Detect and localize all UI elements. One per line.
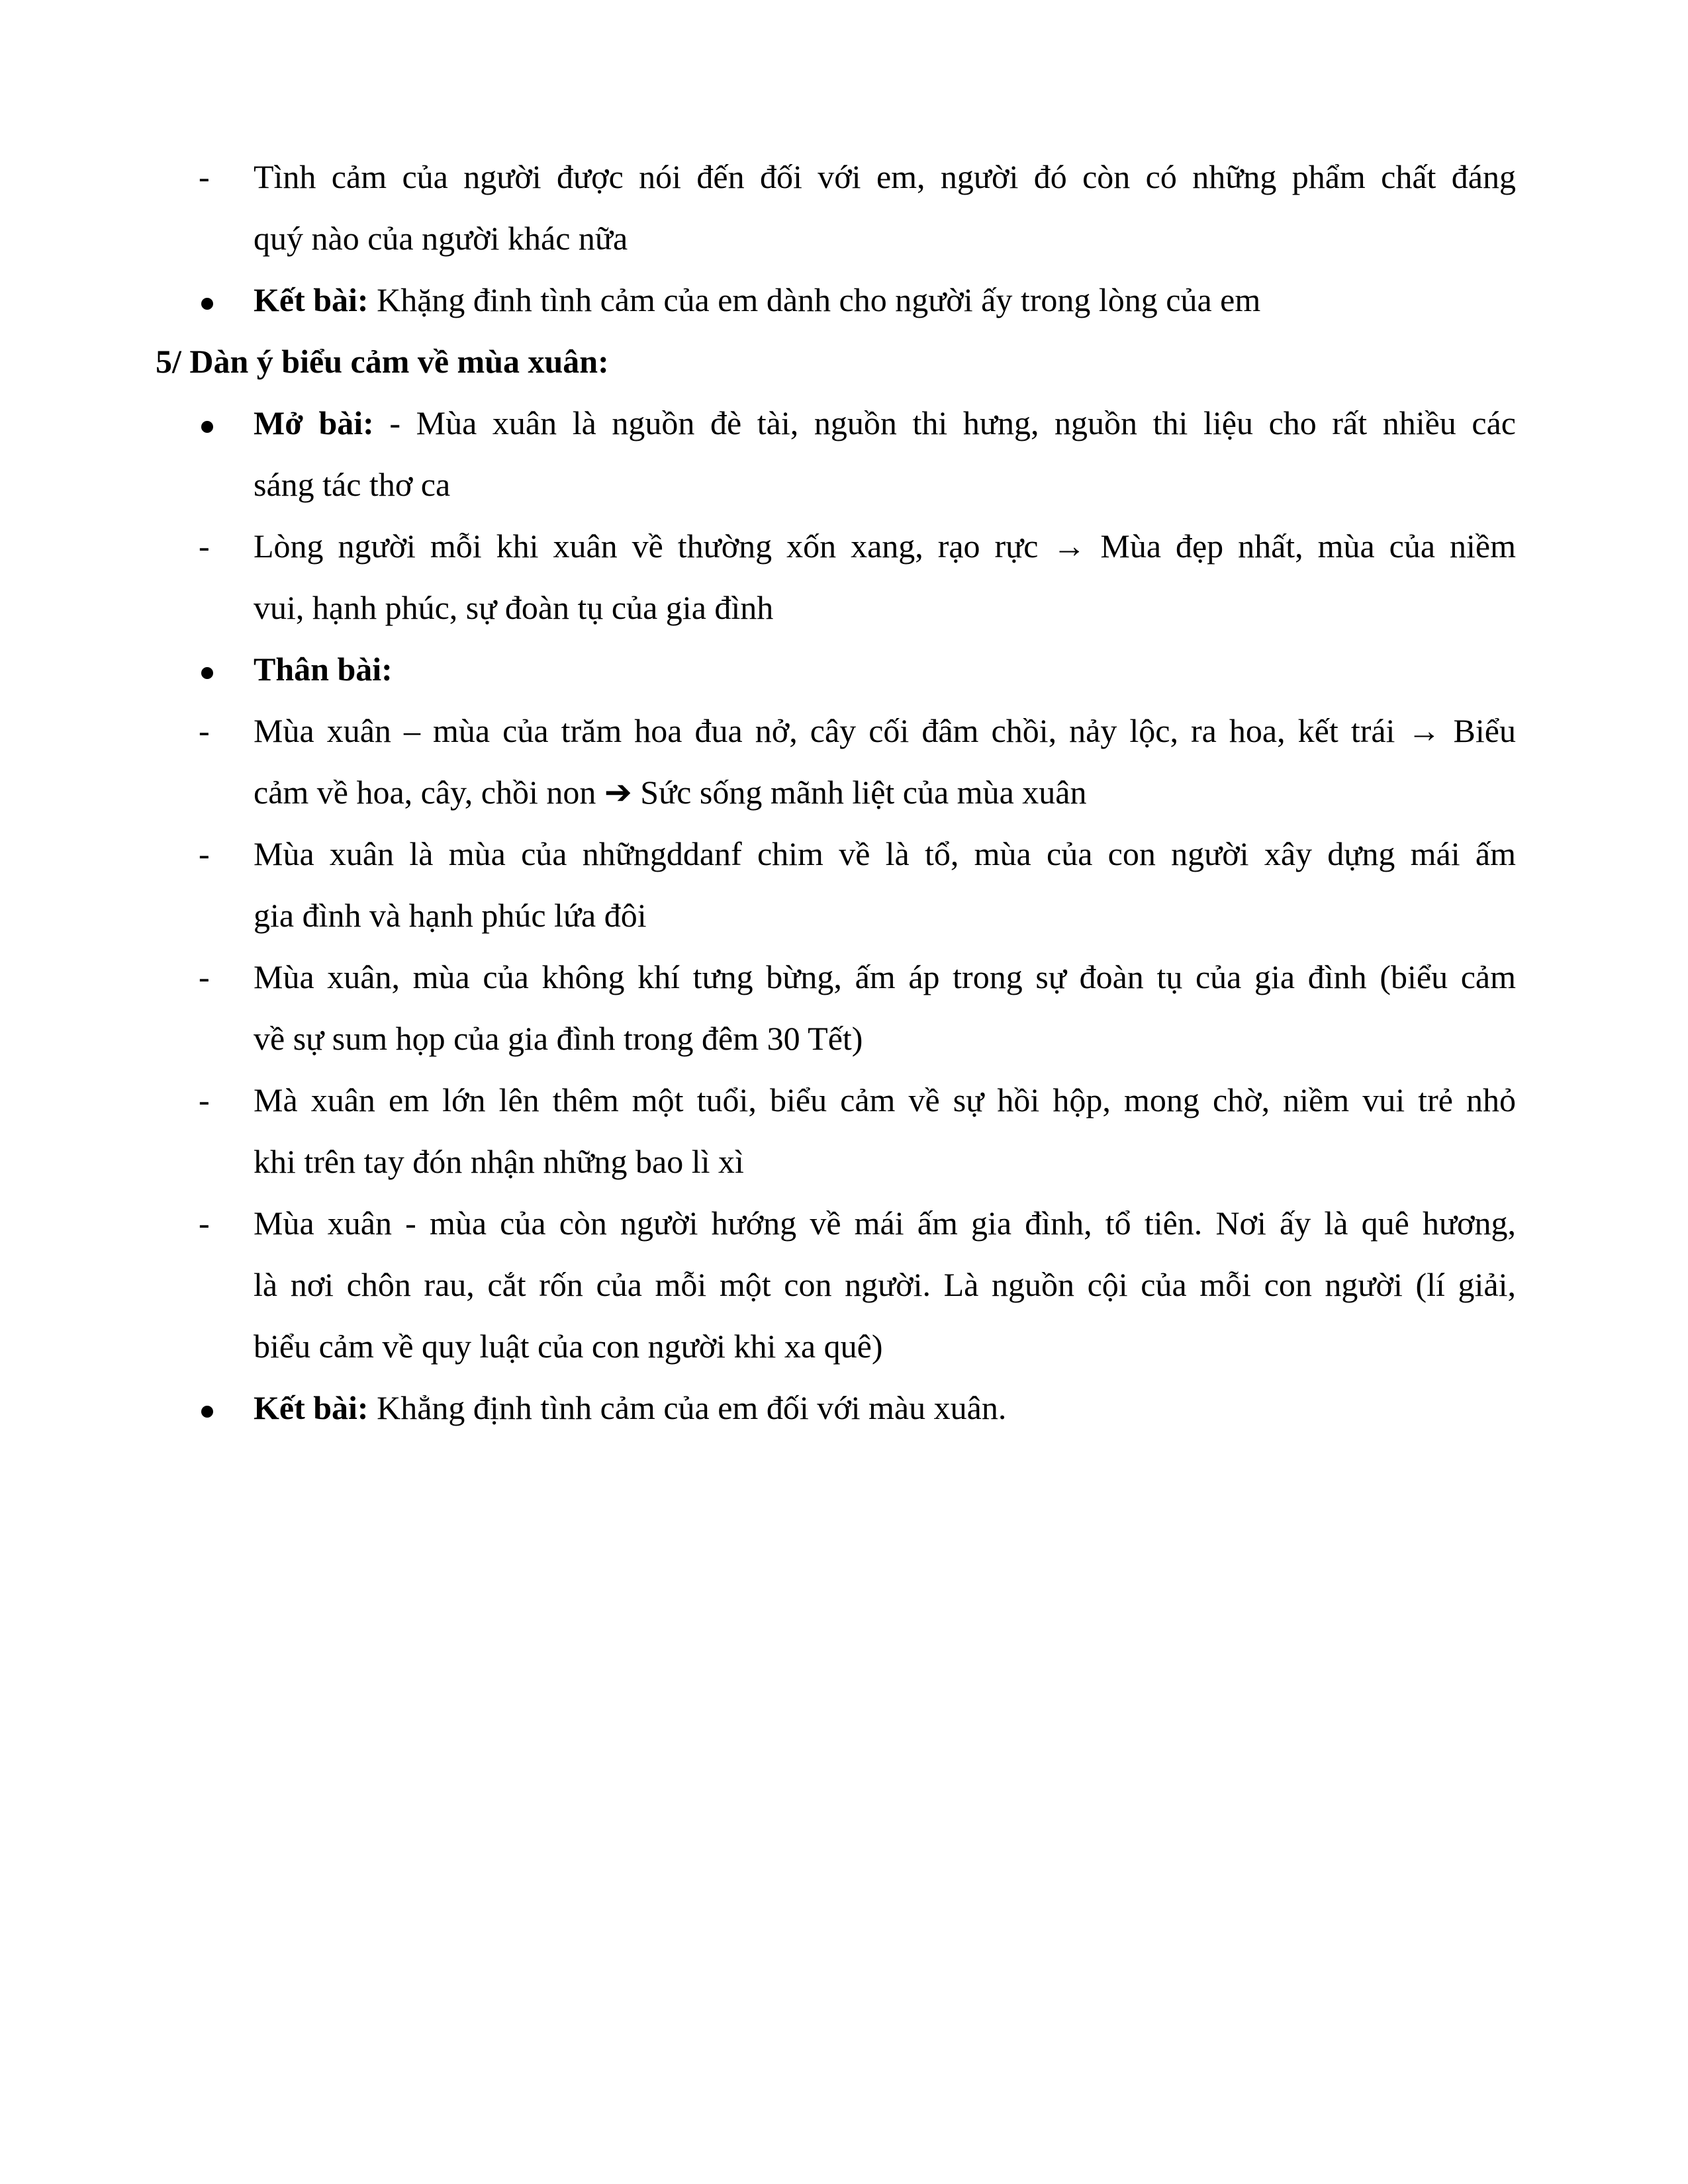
line-text [254,885,1516,946]
line-text [254,208,1516,269]
line-text [254,1193,1516,1254]
dash-marker: - [199,158,210,195]
list-item [0,700,1688,762]
continuation-line [0,762,1688,823]
line-text [254,762,1516,823]
line-text [254,639,1516,700]
body-text: 5/ Dàn ý biểu cảm về mùa xuân: [156,343,609,380]
body-text: về sự sum họp của gia đình trong đêm 30 Tết) [254,1020,863,1057]
dash-marker: - [199,527,210,565]
continuation-line [0,577,1688,639]
section-label: Thân bài: [254,651,393,688]
continuation-line [0,1131,1688,1193]
dash-marker: - [199,1205,210,1242]
list-item [0,823,1688,885]
line-text [254,1069,1516,1131]
bullet-icon [199,392,225,454]
list-item [0,1193,1688,1254]
continuation-line [0,1254,1688,1316]
body-text: Mùa xuân là mùa của nhữngddanf chim về là tổ, mùa của con người xây dựng mái ấm [254,835,1516,872]
line-text [254,1377,1516,1439]
dash-marker: - [199,835,210,872]
line-text [254,516,1516,577]
body-text: Mà xuân em lớn lên thêm một tuổi, biểu cảm về sự hồi hộp, mong chờ, niềm vui trẻ nhỏ [254,1081,1516,1118]
line-text [254,1254,1516,1316]
body-text: gia đình và hạnh phúc lứa đôi [254,897,647,934]
document-body [0,146,1688,1439]
line-text [254,392,1516,454]
list-item [0,639,1688,700]
body-text: sáng tác thơ ca [254,466,451,503]
list-item [0,392,1688,454]
line-text [254,1008,1516,1069]
continuation-line [0,454,1688,516]
line-text [156,331,1516,392]
body-text: quý nào của người khác nữa [254,220,628,257]
section-label: Mở bài: [254,404,374,441]
line-text [254,454,1516,516]
section-label: Kết bài: [254,1389,369,1426]
line-text [254,700,1516,762]
body-text: - Mùa xuân là nguồn đè tài, nguồn thi hưng, nguồn thi liệu cho rất nhiều các [373,404,1516,441]
body-text: Mùa xuân - mùa của còn người hướng về mái ấm gia đình, tổ tiên. Nơi ấy là quê hương, [254,1205,1516,1242]
bullet-icon [199,269,225,331]
list-item [0,1377,1688,1439]
list-item [0,146,1688,208]
bullet-dot-icon [201,421,213,433]
section-label: Kết bài: [254,281,369,318]
line-text [254,269,1516,331]
body-text: Tình cảm của người được nói đến đối với em, người đó còn có những phẩm chất đáng [254,158,1516,195]
line-text [254,577,1516,639]
line-text [254,823,1516,885]
body-text: là nơi chôn rau, cắt rốn của mỗi một con người. Là nguồn cội của mỗi con người (lí giải, [254,1266,1516,1303]
continuation-line [0,208,1688,269]
line-text [254,1131,1516,1193]
dash-marker: - [199,958,210,995]
bullet-dot-icon [201,298,213,310]
list-item [0,1069,1688,1131]
list-item [0,269,1688,331]
body-text: Khặng đinh tình cảm của em dành cho người ấy trong lòng của em [368,281,1261,318]
body-text: vui, hạnh phúc, sự đoàn tụ của gia đình [254,589,774,626]
dash-marker: - [199,712,210,749]
list-item [0,946,1688,1008]
continuation-line [0,1316,1688,1377]
continuation-line [0,885,1688,946]
body-text: Mùa xuân – mùa của trăm hoa đua nở, cây cối đâm chồi, nảy lộc, ra hoa, kết trái → Biểu [254,712,1516,749]
bullet-icon [199,1377,225,1439]
body-text: Mùa xuân, mùa của không khí tưng bừng, ấm áp trong sự đoàn tụ của gia đình (biểu cảm [254,958,1516,995]
bullet-dot-icon [201,1406,213,1418]
body-text: cảm về hoa, cây, chồi non ➔ Sức sống mãnh liệt của mùa xuân [254,774,1087,811]
bullet-dot-icon [201,667,213,679]
line-text [254,1316,1516,1377]
continuation-line [0,1008,1688,1069]
list-item [0,516,1688,577]
line-text [254,146,1516,208]
body-text: Lòng người mỗi khi xuân về thường xốn xang, rạo rực → Mùa đẹp nhất, mùa của niềm [254,527,1516,565]
bullet-icon [199,639,225,700]
body-text: biểu cảm về quy luật của con người khi xa quê) [254,1328,883,1365]
body-text: khi trên tay đón nhận những bao lì xì [254,1143,744,1180]
section-heading [0,331,1688,392]
dash-marker: - [199,1081,210,1118]
line-text [254,946,1516,1008]
body-text: Khẳng định tình cảm của em đối với màu xuân. [368,1389,1007,1426]
